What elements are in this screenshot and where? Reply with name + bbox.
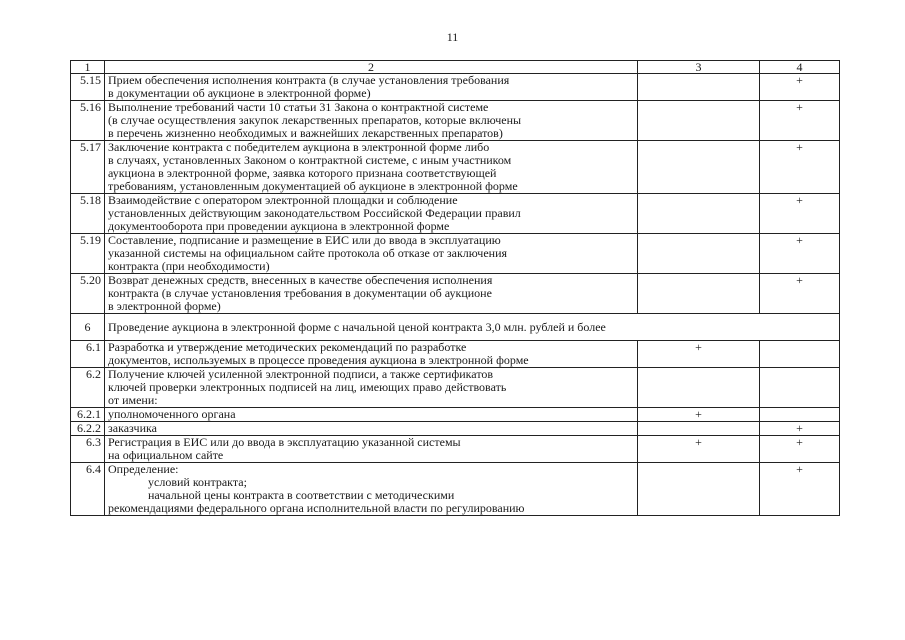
row-description [105, 368, 638, 408]
row-number: 6 [71, 314, 105, 341]
table-header-row [71, 61, 840, 74]
description-line: ключей проверки электронных подписей на лиц, имеющих право действовать [108, 380, 507, 394]
description-line: Выполнение требований части 10 статьи 31 Закона о контрактной системе [108, 100, 489, 114]
row-description [105, 194, 638, 234]
row-description [105, 341, 638, 368]
table-row [71, 234, 840, 274]
mark-col-4 [760, 341, 840, 368]
table-row [71, 463, 840, 516]
mark-col-4: + [760, 74, 840, 101]
mark-col-3 [638, 422, 760, 436]
description-line: Проведение аукциона в электронной форме с начальной ценой контракта 3,0 млн. рублей и более [108, 319, 606, 334]
row-number: 6.4 [71, 463, 105, 516]
mark-col-3 [638, 74, 760, 101]
description-line: Получение ключей усиленной электронной подписи, а также сертификатов [108, 367, 494, 381]
mark-col-4: + [760, 141, 840, 194]
table-row [71, 274, 840, 314]
description-line: контракта (в случае установления требования в документации об аукционе [108, 286, 492, 300]
row-number: 5.17 [71, 141, 105, 194]
description-line: уполномоченного органа [108, 407, 236, 421]
description-line: Регистрация в ЕИС или до ввода в эксплуатацию указанной системы [108, 435, 461, 449]
description-line: Заключение контракта с победителем аукциона в электронной форме либо [108, 140, 490, 154]
row-number: 5.15 [71, 74, 105, 101]
row-description [105, 234, 638, 274]
page-number: 11 [446, 30, 459, 44]
row-number: 5.19 [71, 234, 105, 274]
row-number: 6.2 [71, 368, 105, 408]
table-row [71, 422, 840, 436]
table-row [71, 368, 840, 408]
table-row [71, 101, 840, 141]
description-line: условий контракта; [148, 475, 247, 489]
description-line: в документации об аукционе в электронной форме) [108, 86, 371, 100]
description-line: на официальном сайте [108, 448, 224, 462]
section-row [71, 314, 840, 341]
description-line: в перечень жизненно необходимых и важнейших лекарственных препаратов) [108, 126, 503, 140]
description-line: Составление, подписание и размещение в ЕИС или до ввода в эксплуатацию [108, 233, 501, 247]
row-description [105, 274, 638, 314]
row-number: 6.2.2 [71, 422, 105, 436]
header-col-1: 1 [71, 61, 105, 74]
table-row [71, 141, 840, 194]
table-row [71, 74, 840, 101]
header-col-2: 2 [105, 61, 638, 74]
description-line: от имени: [108, 393, 158, 407]
description-line: контракта (при необходимости) [108, 259, 270, 273]
row-number: 5.16 [71, 101, 105, 141]
description-line: документов, используемых в процессе проведения аукциона в электронной форме [108, 353, 529, 367]
description-line: (в случае осуществления закупок лекарственных препаратов, которые включены [108, 113, 522, 127]
mark-col-3 [638, 463, 760, 516]
description-line: начальной цены контракта в соответствии с методическими [148, 488, 455, 502]
row-description [105, 314, 840, 341]
description-line: заказчика [108, 421, 157, 435]
mark-col-3: + [638, 341, 760, 368]
mark-col-4 [760, 408, 840, 422]
row-description [105, 436, 638, 463]
header-col-4: 4 [760, 61, 840, 74]
description-line: аукциона в электронной форме, заявка которого признана соответствующей [108, 166, 497, 180]
mark-col-4: + [760, 194, 840, 234]
table-row [71, 408, 840, 422]
mark-col-3 [638, 234, 760, 274]
header-col-3: 3 [638, 61, 760, 74]
row-description [105, 422, 638, 436]
description-line: документооборота при проведении аукциона в электронной форме [108, 219, 450, 233]
row-description [105, 101, 638, 141]
row-number: 6.2.1 [71, 408, 105, 422]
mark-col-4: + [760, 463, 840, 516]
description-line: Взаимодействие с оператором электронной площадки и соблюдение [108, 193, 458, 207]
mark-col-3 [638, 274, 760, 314]
description-line: рекомендациями федерального органа исполнительной власти по регулированию [108, 501, 525, 515]
mark-col-3 [638, 101, 760, 141]
table-row [71, 436, 840, 463]
mark-col-3: + [638, 408, 760, 422]
mark-col-4 [760, 368, 840, 408]
description-line: в случаях, установленных Законом о контрактной системе, с иным участником [108, 153, 512, 167]
table-row [71, 194, 840, 234]
description-line: в электронной форме) [108, 299, 221, 313]
description-line: установленных действующим законодательством Российской Федерации правил [108, 206, 521, 220]
mark-col-3 [638, 368, 760, 408]
description-line: указанной системы на официальном сайте протокола об отказе от заключения [108, 246, 508, 260]
row-number: 5.20 [71, 274, 105, 314]
mark-col-4: + [760, 234, 840, 274]
row-number: 6.1 [71, 341, 105, 368]
description-line: Определение: [108, 462, 179, 476]
mark-col-4: + [760, 436, 840, 463]
row-description [105, 463, 638, 516]
mark-col-3: + [638, 436, 760, 463]
description-line: Разработка и утверждение методических рекомендаций по разработке [108, 340, 467, 354]
table-row [71, 341, 840, 368]
row-number: 5.18 [71, 194, 105, 234]
description-line: Возврат денежных средств, внесенных в качестве обеспечения исполнения [108, 273, 493, 287]
row-description [105, 408, 638, 422]
procedure-table [70, 60, 840, 516]
mark-col-4: + [760, 101, 840, 141]
mark-col-4: + [760, 274, 840, 314]
row-description [105, 141, 638, 194]
description-line: требованиям, установленным документацией об аукционе в электронной форме [108, 179, 518, 193]
mark-col-3 [638, 194, 760, 234]
description-line: Прием обеспечения исполнения контракта (в случае установления требования [108, 73, 510, 87]
row-description [105, 74, 638, 101]
row-number: 6.3 [71, 436, 105, 463]
mark-col-4: + [760, 422, 840, 436]
mark-col-3 [638, 141, 760, 194]
